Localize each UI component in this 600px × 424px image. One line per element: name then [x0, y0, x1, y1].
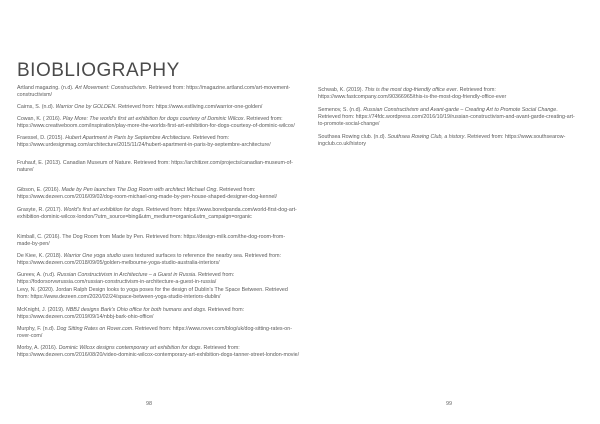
reference-source: . Retrieved from: https://www.urdesignmag.com/architecture/2015/11/24/hubert-apartment-in-paris-by-septembre-architecture/	[17, 135, 271, 148]
reference-title: Warrior One by GOLDEN	[55, 104, 116, 110]
reference-author: Kimball, C. (2016). The Dog Room from Made by Pen. Retrieved from: https://design-milk.com/the-dog-room-from-made-by-pen/	[17, 234, 286, 247]
reference-entry	[17, 104, 300, 111]
reference-source: . Retrieved from: https://www.dezeen.com/2016/08/20/video-dominic-wilcox-contemporary-art-exhibition-dogs-tanner-street-london-movie/	[17, 345, 300, 358]
page-title: BIOBLIOGRAPHY	[17, 60, 180, 81]
reference-author: Grasyte, R. (2017).	[17, 207, 64, 213]
reference-source: . Retrieved from: https://fodorsorvwrussia.com/russian-constructivism-in-architecture-a-guest-in-russia/	[17, 272, 235, 285]
reference-source: . Retrieved from: https://www.dezeen.com/2016/09/02/dog-room-michael-ong-made-by-pen-house-shaped-designer-dog-kennel/	[17, 187, 277, 200]
reference-title: NBBJ designs Bark's Ohio office for both humans and dogs	[65, 307, 205, 313]
reference-title: Dog Sitting Rates on Rover.com	[56, 326, 133, 332]
reference-entry	[17, 160, 300, 174]
reference-entry	[17, 326, 300, 340]
reference-entry	[17, 345, 300, 359]
reference-source: . Retrieved from: https://www.southsearow-ingclub.co.uk/history	[318, 134, 566, 147]
page-number-left: 98	[146, 401, 153, 407]
reference-source: . Retrieved from: https://www.creativeboom.com/inspiration/play-more-the-worlds-first-art-exhibition-for-dogs-courtesy-of-dominic-wilcox/	[17, 116, 295, 129]
reference-source: . Retrieved from: https://www.dezeen.com/2019/09/14/nbbj-bark-ohio-office/	[17, 307, 245, 320]
reference-author: Fraessel, D. (2015).	[17, 135, 66, 141]
reference-entry	[17, 253, 300, 267]
reference-source: . Retrieved from: https://magazine.artland.com/art-movement-constructivism/	[17, 85, 291, 98]
reference-source: . Retrieved from: https://www.rover.com/blog/uk/dog-sitting-rates-on-rover-com/	[17, 326, 292, 339]
reference-title: Russian Constructivism and Avant-garde – Creating Art to Promote Social Change	[363, 107, 557, 113]
right-page	[318, 82, 580, 148]
reference-author: Southsea Rowing club. (n.d).	[318, 134, 388, 140]
reference-author: Cowan, K. ( 2016).	[17, 116, 63, 122]
reference-title: This is the most dog-friendly office ever	[364, 87, 457, 93]
reference-entry	[17, 234, 300, 248]
reference-author: Semenov, S. (n.d).	[318, 107, 364, 113]
reference-entry	[318, 107, 580, 128]
reference-list-right	[318, 87, 580, 148]
reference-source: uses textured surfaces to reference the nearby sea. Retrieved from: https://www.dezeen.com/2018/09/05/golden-melbourne-yoga-studio-australia-interiors/	[17, 253, 282, 266]
reference-author: Fruhauf, E. (2013). Canadian Museum of Nature. Retrieved from: https://architizer.com/projects/canadian-museum-of-nature/	[17, 160, 293, 173]
reference-title: Made by Pen launches The Dog Room with architect Michael Ong	[61, 187, 217, 193]
reference-title: Russian Constructivism in Architecture – a Guest in Russia	[56, 272, 196, 278]
reference-title: Dominic Wilcox designs contemporary art exhibition for dogs	[58, 345, 201, 351]
reference-entry	[17, 207, 300, 221]
left-page	[17, 62, 300, 359]
reference-author: Morby, A. (2016).	[17, 345, 59, 351]
reference-author: Murphy, F. (n.d).	[17, 326, 57, 332]
reference-source: . Retrieved from: https://www.boredpanda.com/world-first-dog-art-exhibition-dominic-wilcox-london/?utm_source=bing&utm_medium=organic&utm_campaign=organic	[17, 207, 297, 220]
reference-entry	[17, 287, 300, 301]
reference-entry	[17, 272, 300, 286]
reference-entry	[17, 85, 300, 99]
reference-source: . Retrieved from: https://74fdc.wordpress.com/2016/10/19/russian-constructivism-and-avant-garde-creating-art-to-promote-social-change/	[318, 107, 575, 127]
reference-author: Levy, N. (2020). Jordan Ralph Design looks to yoga poses for the design of Dublin's The Space Between. Retrieved from: https://www.dezeen.com/2020/02/24/space-between-yoga-studio-interiors-dublin/	[17, 287, 288, 300]
reference-entry	[318, 87, 580, 101]
page-number-right: 99	[446, 401, 453, 407]
reference-title: Southsea Rowing Club, a history	[387, 134, 465, 140]
reference-title: Play More: The world's first art exhibition for dogs courtesy of Dominic Wilcox	[62, 116, 244, 122]
reference-entry	[17, 116, 300, 130]
reference-author: Schwab, K. (2019).	[318, 87, 365, 93]
reference-author: Artland magazing. (n.d).	[17, 85, 75, 91]
reference-author: McKnight, J. (2019).	[17, 307, 66, 313]
reference-title: Art Movement: Constructivism	[75, 85, 146, 91]
reference-list-left	[17, 85, 300, 359]
reference-title: Hubert Apartment in Paris by Septembre Architecture	[65, 135, 191, 141]
reference-entry	[17, 307, 300, 321]
reference-author: Cairns, S. (n.d).	[17, 104, 56, 110]
reference-author: Gureev, A. (n.d).	[17, 272, 57, 278]
reference-source: . Retrieved from: https://www.fastcompany.com/90366965/this-is-the-most-dog-friendly-office-ever	[318, 87, 507, 100]
reference-entry	[318, 134, 580, 148]
reference-author: Gibson, E. (2016).	[17, 187, 62, 193]
reference-author: De Kiee, K. (2018).	[17, 253, 64, 259]
reference-source: . Retrieved from: https://www.estliving.com/warrior-one-golden/	[115, 104, 263, 110]
reference-entry	[17, 135, 300, 149]
reference-title: World's first art exhibition for dogs	[63, 207, 144, 213]
reference-entry	[17, 187, 300, 201]
reference-title: Warrior One yoga studio	[63, 253, 121, 259]
